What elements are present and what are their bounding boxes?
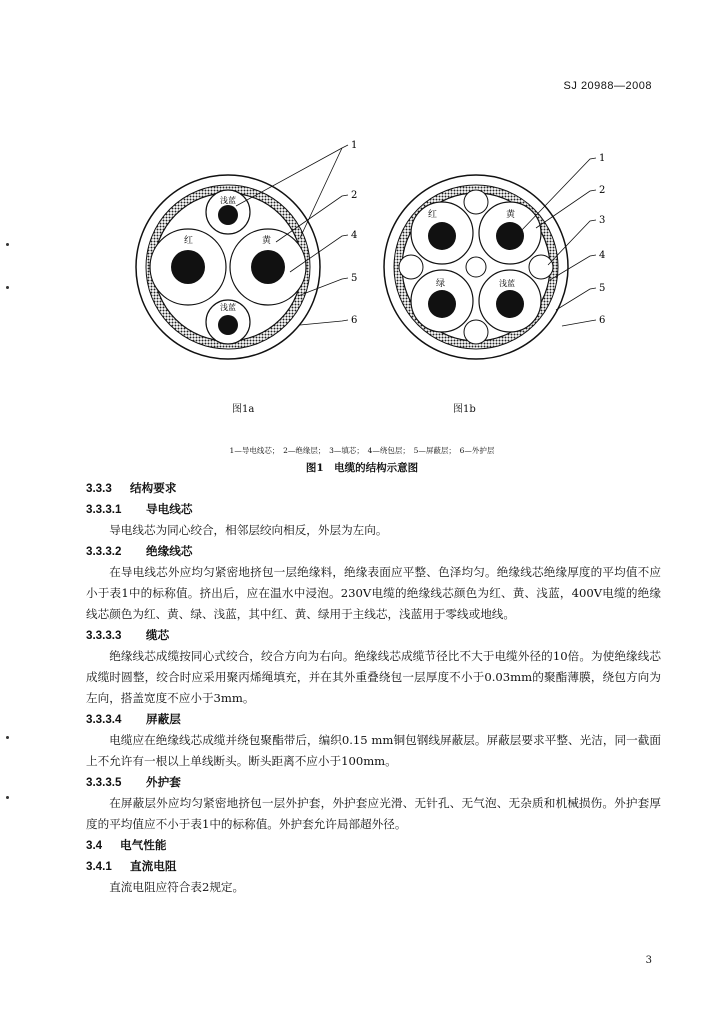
callout-number: 3 xyxy=(599,215,606,226)
callout-number: 6 xyxy=(351,315,358,326)
conductor xyxy=(428,222,456,250)
core-label: 黄 xyxy=(506,210,516,220)
core-label: 浅蓝 xyxy=(499,279,515,288)
filler xyxy=(464,190,488,214)
conductor xyxy=(218,315,238,335)
section-number: 3.3.3.1 xyxy=(86,503,122,516)
paragraph: 导电线芯为同心绞合，相邻层绞向相反，外层为左向。 xyxy=(109,523,388,537)
document-body xyxy=(86,478,661,898)
conductor xyxy=(218,205,238,225)
core-label: 红 xyxy=(184,236,194,246)
scan-speck xyxy=(6,286,9,289)
callout-number: 2 xyxy=(351,190,358,201)
section-heading xyxy=(86,541,661,562)
section-title: 结构要求 xyxy=(130,481,177,495)
section-number: 3.3.3.2 xyxy=(86,545,122,558)
section-title: 绝缘线芯 xyxy=(146,544,193,558)
callout-number: 5 xyxy=(351,273,358,284)
cable-structure-figure xyxy=(0,120,724,420)
core-label: 浅蓝 xyxy=(220,303,236,312)
paragraph: 在导电线芯外应均匀紧密地挤包一层绝缘料，绝缘表面应平整、色泽均匀。绝缘线芯绝缘厚度的平均值不应小于表1中的标称值。挤出后，应在温水中浸泡。230V电缆的绝缘线芯颜色为红、黄、浅蓝，400V电缆的绝缘线芯颜色为红、黄、绿、浅蓝，其中红、黄、绿用于主线芯，浅蓝用于零线或地线。 xyxy=(86,565,661,621)
core-label: 绿 xyxy=(436,279,446,289)
standard-number: SJ 20988—2008 xyxy=(563,80,652,92)
section-number: 3.3.3.4 xyxy=(86,713,122,726)
callout-number: 1 xyxy=(351,140,358,151)
figure-a-label: 图1a xyxy=(232,404,255,415)
paragraph: 绝缘线芯成缆按同心式绞合，绞合方向为右向。绝缘线芯成缆节径比不大于电缆外径的10倍。为使绝缘线芯成缆时圆整，绞合时应采用聚丙烯绳填充，并在其外重叠绕包一层厚度不小于0.03mm的聚酯薄膜，绕包方向为左向，搭盖宽度不应小于3mm。 xyxy=(86,649,661,705)
callout-number: 6 xyxy=(599,315,606,326)
section-number: 3.4.1 xyxy=(86,860,112,873)
section-heading xyxy=(86,478,661,499)
cable-figure-a xyxy=(136,140,357,359)
scan-speck xyxy=(6,796,9,799)
paragraph: 电缆应在绝缘线芯成缆并绕包聚酯带后，编织0.15 mm铜包钢线屏蔽层。屏蔽层要求平整、光洁，同一截面上不允许有一根以上单线断头。断头距离不应小于100mm。 xyxy=(86,733,661,768)
callout-number: 4 xyxy=(351,230,358,241)
page-number: 3 xyxy=(645,955,652,966)
section-title: 屏蔽层 xyxy=(146,712,181,726)
figure-b-label: 图1b xyxy=(453,404,476,415)
section-number: 3.3.3.5 xyxy=(86,776,122,789)
callout-number: 5 xyxy=(599,283,606,294)
scan-speck xyxy=(6,736,9,739)
conductor xyxy=(251,250,285,284)
conductor xyxy=(496,222,524,250)
core-label: 红 xyxy=(428,210,438,220)
filler xyxy=(464,320,488,344)
section-number: 3.3.3.3 xyxy=(86,629,122,642)
callout-number: 1 xyxy=(599,153,606,164)
conductor xyxy=(496,290,524,318)
cable-figure-b xyxy=(384,153,605,359)
section-title: 导电线芯 xyxy=(146,502,193,516)
scan-speck xyxy=(6,243,9,246)
figure-legend: 1—导电线芯； 2—绝缘层； 3—填芯； 4—绕包层； 5—屏蔽层； 6—外护层 xyxy=(229,446,495,455)
paragraph: 直流电阻应符合表2规定。 xyxy=(109,880,245,894)
section-number: 3.4 xyxy=(86,839,103,852)
core-label: 黄 xyxy=(262,236,272,246)
filler xyxy=(529,255,553,279)
section-heading xyxy=(86,835,661,856)
section-title: 直流电阻 xyxy=(130,859,177,873)
section-number: 3.3.3 xyxy=(86,482,112,495)
filler xyxy=(399,255,423,279)
conductor xyxy=(171,250,205,284)
figure-caption: 图1 电缆的结构示意图 xyxy=(305,462,419,474)
section-title: 电气性能 xyxy=(120,838,167,852)
paragraph: 在屏蔽层外应均匀紧密地挤包一层外护套，外护套应光滑、无针孔、无气泡、无杂质和机械损伤。外护套厚度的平均值应不小于表1中的标称值。外护套允许局部超外径。 xyxy=(86,796,661,831)
section-heading xyxy=(86,856,661,877)
core-label: 浅蓝 xyxy=(220,196,236,205)
filler xyxy=(466,257,486,277)
section-heading xyxy=(86,709,661,730)
callout-number: 4 xyxy=(599,250,606,261)
section-heading xyxy=(86,772,661,793)
conductor xyxy=(428,290,456,318)
callout-number: 2 xyxy=(599,185,606,196)
section-heading xyxy=(86,625,661,646)
section-title: 外护套 xyxy=(146,775,181,789)
section-title: 缆芯 xyxy=(146,628,170,642)
section-heading xyxy=(86,499,661,520)
